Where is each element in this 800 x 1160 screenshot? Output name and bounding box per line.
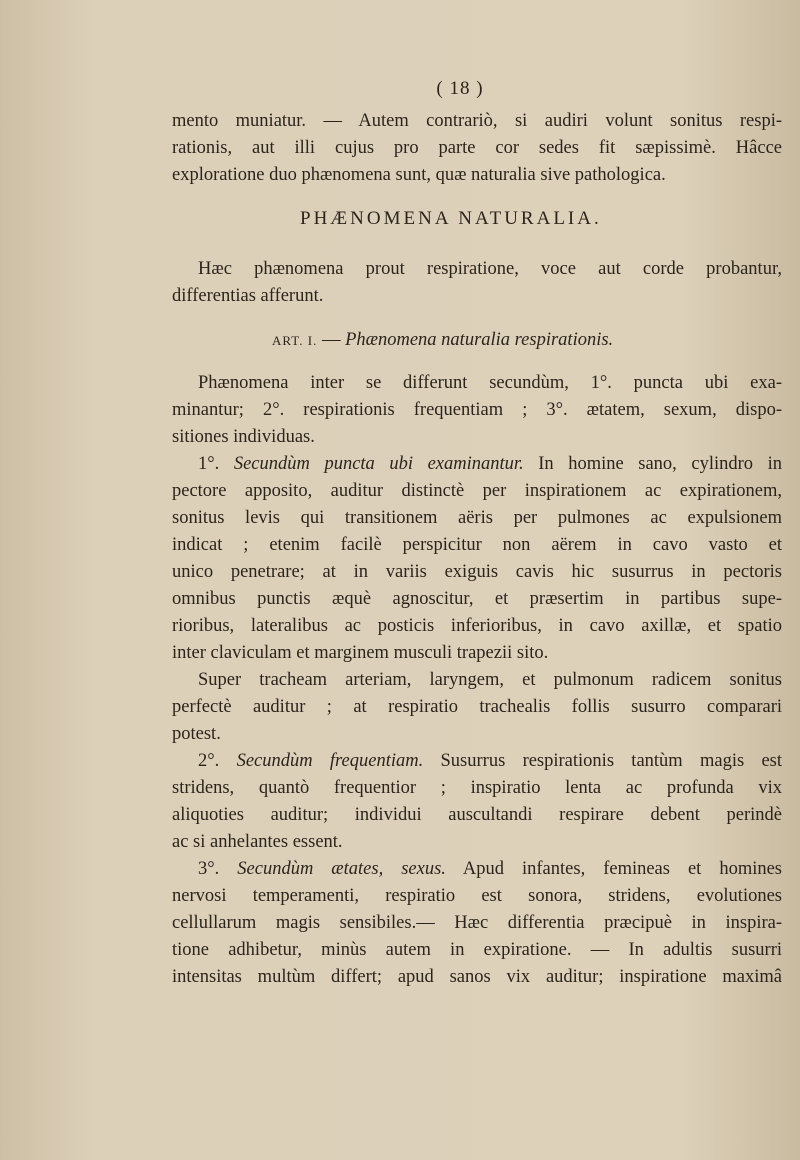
text-line: rationis, aut illi cujus pro parte cor sedes fit sæpissimè. Hâcce xyxy=(172,138,782,158)
subheading-puncta: Secundùm puncta ubi examinantur. xyxy=(233,454,524,474)
text-line: potest. xyxy=(172,724,221,744)
text-line: cellullarum magis sensibiles.— Hæc differentia præcipuè in inspira- xyxy=(172,913,782,933)
text-line: Hæc phænomena prout respiratione, voce aut corde probantur, xyxy=(198,259,782,279)
text-fragment: Apud infantes, femineas et homines xyxy=(445,859,782,879)
text-line: nervosi temperamenti, respiratio est sonora, stridens, evolutiones xyxy=(172,886,782,906)
subheading-aetates: Secundùm ætates, sexus. xyxy=(237,859,446,879)
article-body xyxy=(172,370,782,991)
text-line xyxy=(172,748,782,775)
text-fragment: In homine sano, cylindro in xyxy=(523,454,782,474)
text-line: perfectè auditur ; at respiratio trachealis follis susurro comparari xyxy=(172,697,782,717)
text-line: indicat ; etenim facilè perspicitur non aërem in cavo vasto et xyxy=(172,535,782,555)
text-line: inter claviculam et marginem musculi trapezii sito. xyxy=(172,643,549,663)
text-line: tione adhibetur, minùs autem in expiratione. — In adultis susurri xyxy=(172,940,782,960)
enumeration-3: 3°. xyxy=(198,859,238,879)
subheading-frequentiam: Secundùm frequentiam. xyxy=(236,751,424,771)
text-line: aliquoties auditur; individui auscultandi respirare debent perindè xyxy=(172,805,782,825)
text-line: pectore apposito, auditur distinctè per inspirationem ac expirationem, xyxy=(172,481,782,501)
page-number: ( 18 ) xyxy=(436,78,484,99)
enumeration-1: 1°. xyxy=(198,454,234,474)
text-line: rioribus, lateralibus ac posticis inferioribus, in cavo axillæ, et spatio xyxy=(172,616,782,636)
text-line: ac si anhelantes essent. xyxy=(172,832,343,852)
text-line: differentias afferunt. xyxy=(172,286,324,306)
text-line: exploratione duo phænomena sunt, quæ naturalia sive pathologica. xyxy=(172,165,666,185)
article-title: Phænomena naturalia respirationis. xyxy=(345,330,614,350)
enumeration-2: 2°. xyxy=(198,751,237,771)
opening-paragraph xyxy=(172,108,782,189)
text-line: sitiones individuas. xyxy=(172,427,315,447)
text-line: stridens, quantò frequentior ; inspiratio lenta ac profunda vix xyxy=(172,778,782,798)
text-line: sonitus levis qui transitionem aëris per pulmones ac expulsionem xyxy=(172,508,782,528)
text-line: Phænomena inter se differunt secundùm, 1°. puncta ubi exa- xyxy=(198,373,782,393)
text-line: omnibus punctis æquè agnoscitur, et præsertim in partibus supe- xyxy=(172,589,782,609)
text-line: mento muniatur. — Autem contrariò, si audiri volunt sonitus respi- xyxy=(172,111,782,131)
article-dash: — xyxy=(321,330,341,350)
article-label: ART. I. xyxy=(272,333,318,348)
text-line: unico penetrare; at in variis exiguis cavis hic susurrus in pectoris xyxy=(172,562,782,582)
text-fragment: Susurrus respirationis tantùm magis est xyxy=(423,751,782,771)
text-line: minantur; 2°. respirationis frequentiam ; 3°. ætatem, sexum, dispo- xyxy=(172,400,782,420)
text-line xyxy=(172,856,782,883)
section-heading: PHÆNOMENA NATURALIA. xyxy=(300,208,602,229)
article-heading xyxy=(272,330,613,351)
text-line: intensitas multùm differt; apud sanos vix auditur; inspiratione maximâ xyxy=(172,967,782,987)
text-line xyxy=(172,451,782,478)
text-line: Super tracheam arteriam, laryngem, et pulmonum radicem sonitus xyxy=(198,670,782,690)
intro-paragraph xyxy=(172,256,782,310)
